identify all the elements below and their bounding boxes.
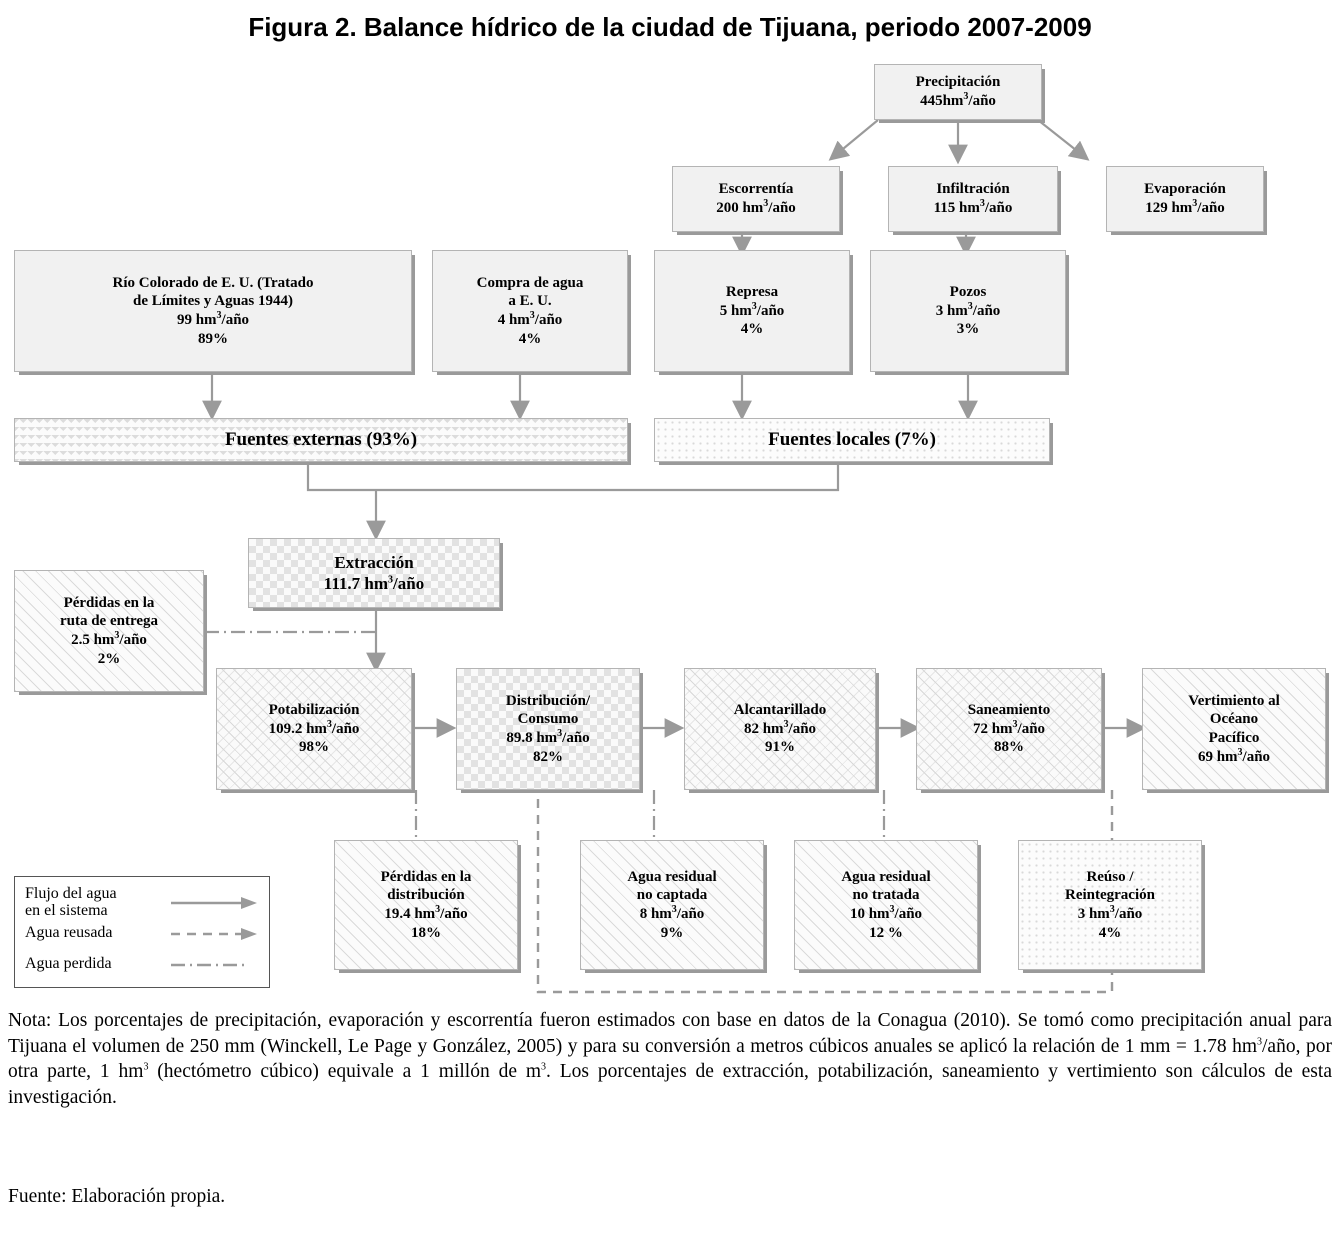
box-evaporacion: Evaporación 129 $hm^3$/año (1106, 166, 1264, 232)
box-saneamiento: Saneamiento 72 $hm^3$/año 88% (916, 668, 1102, 790)
box-potabilizacion: Potabilización 109.2 $hm^3$/año 98% (216, 668, 412, 790)
legend-label-flujo: Flujo del agua en el sistema (25, 884, 117, 919)
box-agua-residual-no-tratada: Agua residual no tratada 10 $hm^3$/año 12 % (794, 840, 978, 970)
legend-item-reusada (25, 918, 259, 949)
box-distribucion-consumo: Distribución/ Consumo 89.8 $hm^3$/año 82% (456, 668, 640, 790)
box-represa: Represa 5 $hm^3$/año 4% (654, 250, 850, 372)
box-perdidas-ruta-entrega: Pérdidas en la ruta de entrega 2.5 $hm^3$/año 2% (14, 570, 204, 692)
legend-art-perdida (169, 955, 259, 975)
box-perdidas-distribucion: Pérdidas en la distribución 19.4 $hm^3$/año 18% (334, 840, 518, 970)
note-text: Nota: Los porcentajes de precipitación, evaporación y escorrentía fueron estimados con base en datos de la Conagua (2010). Se tomó como precipitación anual para Tijuana el volumen de 250 mm (Winckell, Le Page y González, 2005) y para su conversión a metros cúbicos anuales se aplicó la relación de 1 mm = 1.78 $hm^3$/año, por otra parte, 1 $hm^3$ (hectómetro cúbico) equivale a 1 millón de $m^3$. Los porcentajes de extracción, potabilización, saneamiento y vertimiento son cálculos de esta investigación. (8, 1010, 1332, 1109)
box-fuentes-locales: Fuentes locales (7%) (654, 418, 1050, 462)
legend-label-reusada: Agua reusada (25, 924, 113, 942)
box-infiltracion: Infiltración 115 $hm^3$/año (888, 166, 1058, 232)
legend-art-reusada (169, 924, 259, 944)
legend-item-perdida (25, 949, 259, 980)
box-extraccion: Extracción 111.7 $hm^3$/año (248, 538, 500, 608)
box-precipitacion: Precipitación $445hm^3$/año (874, 64, 1042, 120)
figure-title: Figura 2. Balance hídrico de la ciudad de Tijuana, periodo 2007-2009 (248, 12, 1092, 42)
box-compra-agua: Compra de agua a E. U. 4 $hm^3$/año 4% (432, 250, 628, 372)
legend-art-flujo (169, 893, 259, 913)
box-pozos: Pozos 3 $hm^3$/año 3% (870, 250, 1066, 372)
box-alcantarillado: Alcantarillado 82 $hm^3$/año 91% (684, 668, 876, 790)
box-agua-residual-no-captada: Agua residual no captada 8 $hm^3$/año 9% (580, 840, 764, 970)
figure-source: Fuente: Elaboración propia. (8, 1186, 226, 1207)
box-vertimiento-oceano: Vertimiento al Océano Pacífico 69 $hm^3$/año (1142, 668, 1326, 790)
box-fuentes-externas: Fuentes externas (93%) (14, 418, 628, 462)
box-rio-colorado: Río Colorado de E. U. (Tratado de Límites y Aguas 1944) 99 $hm^3$/año 89% (14, 250, 412, 372)
figure-note (8, 1008, 1332, 1125)
legend-label-perdida: Agua perdida (25, 955, 112, 973)
legend-item-flujo (25, 884, 259, 919)
box-escorrentia: Escorrentía 200 $hm^3$/año (672, 166, 840, 232)
box-reuso-reintegracion: Reúso / Reintegración 3 $hm^3$/año 4% (1018, 840, 1202, 970)
legend (14, 876, 270, 988)
